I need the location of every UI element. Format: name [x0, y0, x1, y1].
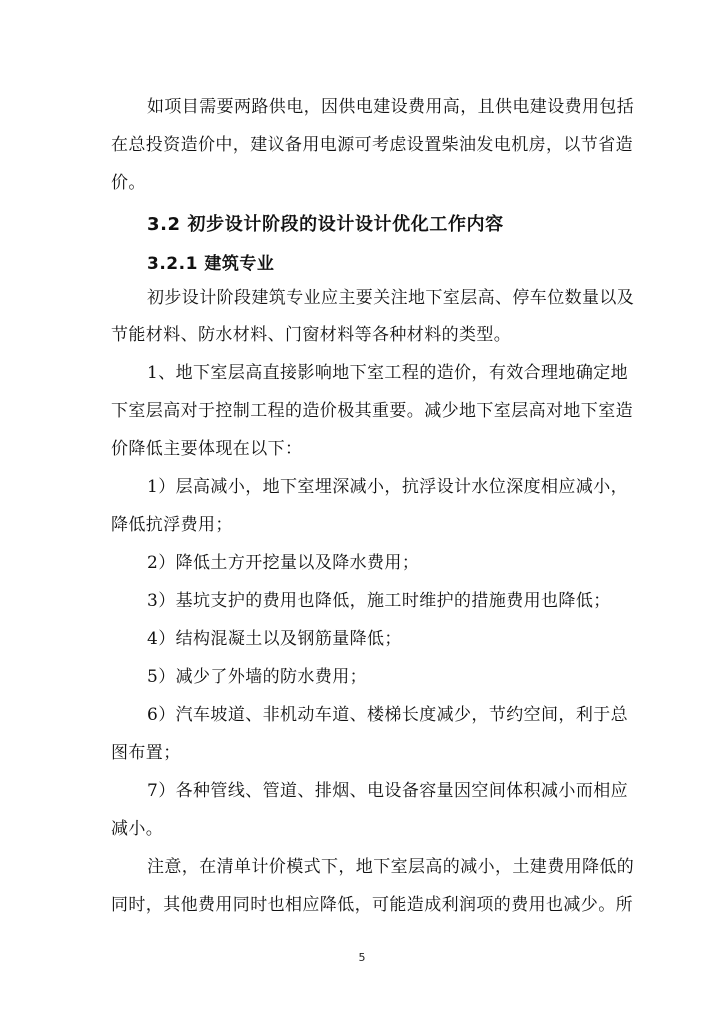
list-item-5: 5）减少了外墙的防水费用；	[147, 667, 368, 687]
paragraph-overview-line-1: 初步设计阶段建筑专业应主要关注地下室层高、停车位数量以及	[147, 288, 635, 308]
paragraph-note-line-1: 注意，在清单计价模式下，地下室层高的减小，土建费用降低的	[147, 857, 635, 877]
subsection-heading: 3.2.1 建筑专业	[147, 254, 275, 274]
list-item-1-line-1: 1）层高减小，地下室埋深减小，抗浮设计水位深度相应减小，	[147, 477, 629, 497]
paragraph-point1-line-3: 价降低主要体现在以下：	[111, 439, 303, 459]
paragraph-overview-line-2: 节能材料、防水材料、门窗材料等各种材料的类型。	[111, 325, 512, 345]
list-item-1-line-2: 降低抗浮费用；	[111, 515, 233, 535]
list-item-6-line-1: 6）汽车坡道、非机动车道、楼梯长度减少，节约空间，利于总	[147, 705, 629, 725]
list-item-2: 2）降低土方开挖量以及降水费用；	[147, 553, 420, 573]
paragraph-intro-line-1: 如项目需要两路供电，因供电建设费用高，且供电建设费用包括	[147, 97, 635, 117]
list-item-3: 3）基坑支护的费用也降低，施工时维护的措施费用也降低；	[147, 591, 611, 611]
list-item-6-line-2: 图布置；	[111, 743, 181, 763]
section-heading: 3.2 初步设计阶段的设计设计优化工作内容	[147, 214, 504, 235]
page-number: 5	[358, 951, 366, 964]
paragraph-point1-line-1: 1、地下室层高直接影响地下室工程的造价，有效合理地确定地	[147, 363, 629, 383]
paragraph-intro-line-2: 在总投资造价中，建议备用电源可考虑设置柴油发电机房，以节省造	[111, 135, 633, 155]
paragraph-note-line-2: 同时，其他费用同时也相应降低，可能造成利润项的费用也减少。所	[111, 895, 633, 915]
list-item-4: 4）结构混凝土以及钢筋量降低；	[147, 629, 402, 649]
list-item-7-line-2: 减小。	[111, 819, 164, 839]
paragraph-intro-line-3: 价。	[111, 173, 146, 193]
paragraph-point1-line-2: 下室层高对于控制工程的造价极其重要。减少地下室层高对地下室造	[111, 401, 633, 421]
list-item-7-line-1: 7）各种管线、管道、排烟、电设备容量因空间体积减小而相应	[147, 781, 629, 801]
